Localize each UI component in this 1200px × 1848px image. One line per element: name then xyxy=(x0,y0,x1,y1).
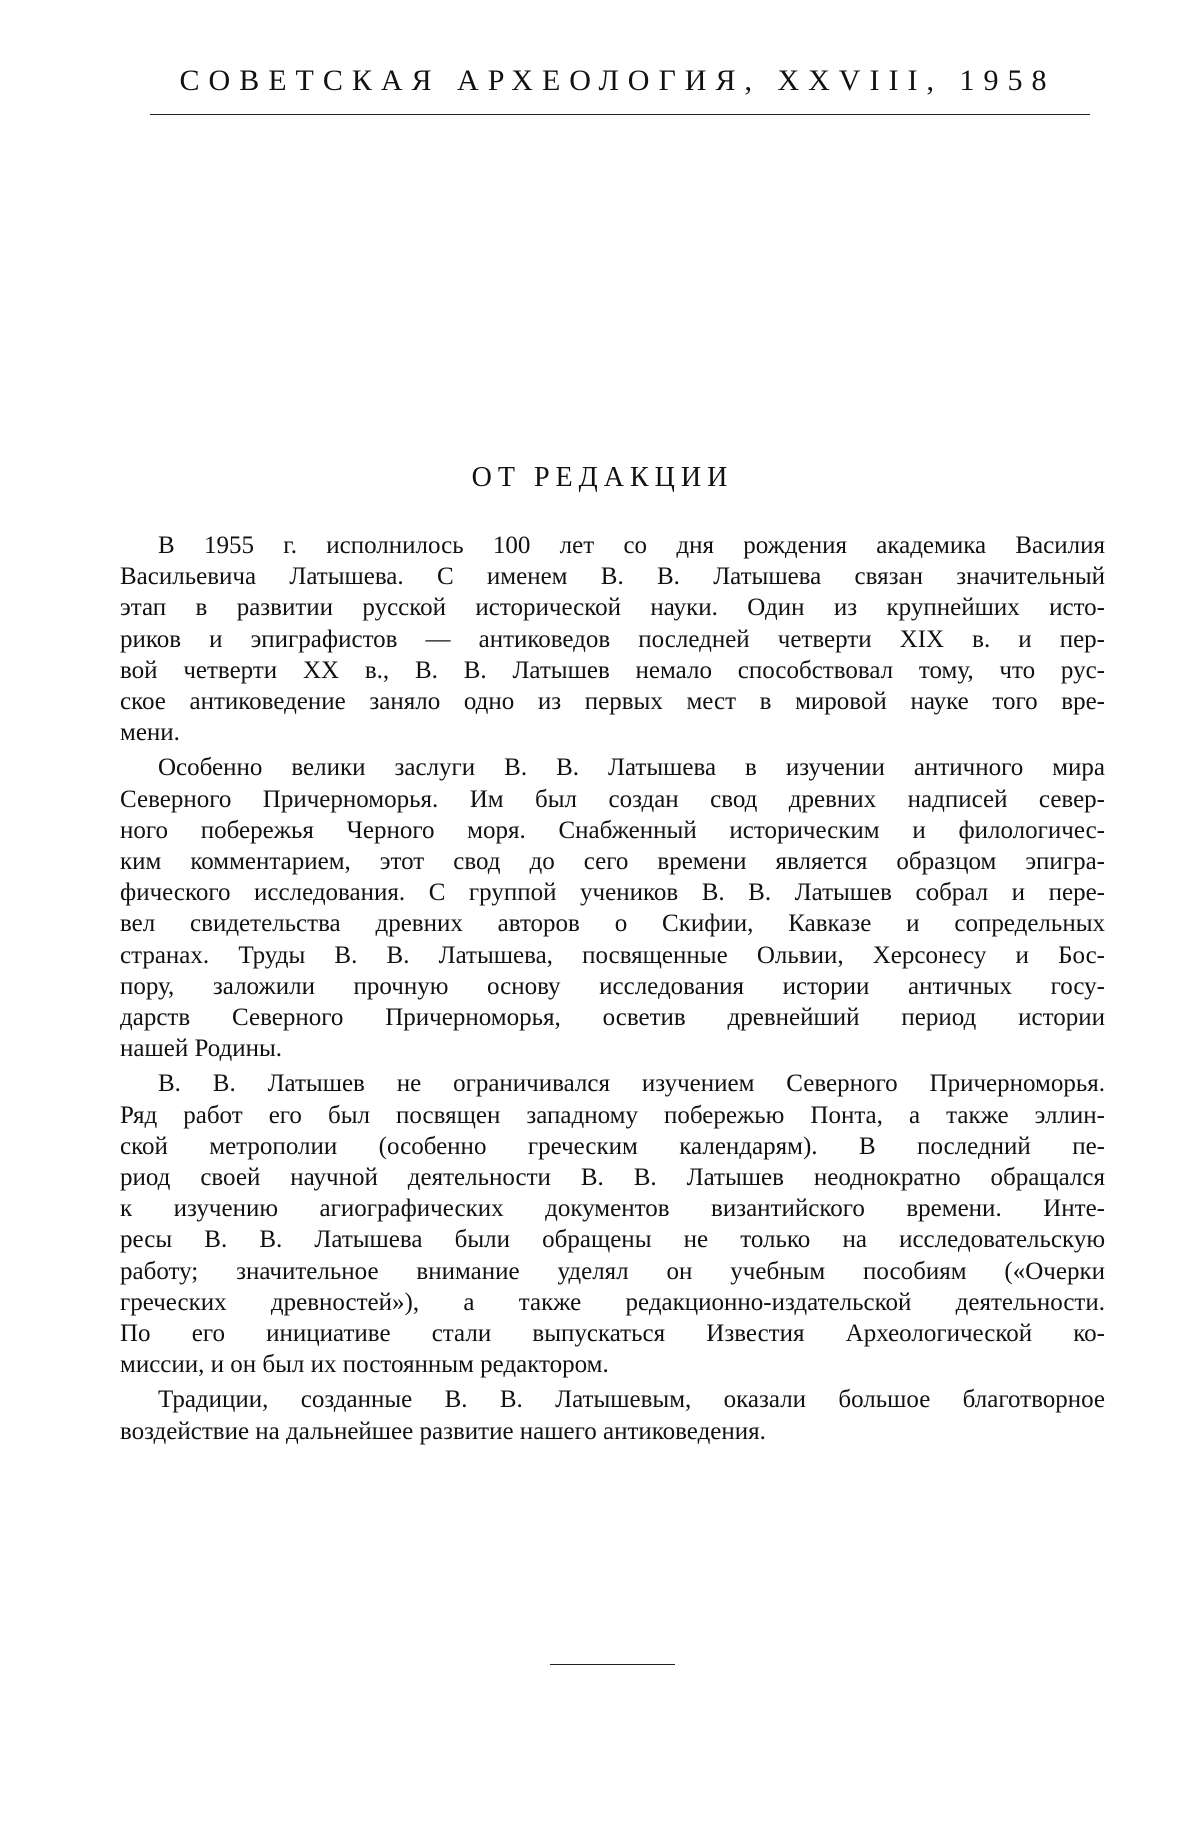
article-title: ОТ РЕДАКЦИИ xyxy=(471,462,734,493)
text-line: воздействие на дальнейшее развитие нашего антиковедения. xyxy=(120,1417,766,1445)
text-line: ское антиковедение заняло одно из первых мест в мировой науке того вре- xyxy=(120,688,1105,716)
text-line: пору, заложили прочную основу исследования истории античных госу- xyxy=(120,972,1105,1000)
text-line: мени. xyxy=(120,719,180,747)
text-line: греческих древностей»), а также редакционно-издательской деятельности. xyxy=(120,1288,1105,1316)
text-line: дарств Северного Причерноморья, осветив древнейший период истории xyxy=(120,1004,1105,1032)
text-line: миссии, и он был их постоянным редактором. xyxy=(120,1351,609,1379)
text-line: ного побережья Черного моря. Снабженный историческим и филологичес- xyxy=(120,816,1105,844)
paragraph-4 xyxy=(120,1384,1105,1446)
text-line: Ряд работ его был посвящен западному побережью Понта, а также эллин- xyxy=(120,1101,1105,1129)
text-line: вел свидетельства древних авторов о Скифии, Кавказе и сопредельных xyxy=(120,910,1105,938)
paragraph-1 xyxy=(120,530,1105,748)
text-line: нашей Родины. xyxy=(120,1035,283,1063)
text-line: Традиции, созданные В. В. Латышевым, оказали большое благотворное xyxy=(158,1386,1105,1414)
text-line: В. В. Латышев не ограничивался изучением Северного Причерноморья. xyxy=(158,1070,1105,1098)
text-line: работу; значительное внимание уделял он учебным пособиям («Очерки xyxy=(120,1257,1105,1285)
end-of-article-rule xyxy=(550,1664,675,1665)
running-head: СОВЕТСКАЯ АРХЕОЛОГИЯ, XXVIII, 1958 xyxy=(179,64,1056,97)
text-line: ким комментарием, этот свод до сего времени является образцом эпигра- xyxy=(120,848,1105,876)
header-divider xyxy=(150,114,1090,115)
text-line: к изучению агиографических документов византийского времени. Инте- xyxy=(120,1195,1105,1223)
article-body xyxy=(120,530,1105,1451)
text-line: ской метрополии (особенно греческим календарям). В последний пе- xyxy=(120,1132,1105,1160)
text-line: Васильевича Латышева. С именем В. В. Латышева связан значительный xyxy=(120,563,1105,591)
text-line: вой четверти XX в., В. В. Латышев немало способствовал тому, что рус- xyxy=(120,656,1105,684)
text-line: Особенно велики заслуги В. В. Латышева в изучении античного мира xyxy=(158,754,1105,782)
text-line: Северного Причерноморья. Им был создан свод древних надписей север- xyxy=(120,785,1105,813)
text-line: фического исследования. С группой учеников В. В. Латышев собрал и пере- xyxy=(120,879,1105,907)
text-line: ресы В. В. Латышева были обращены не только на исследовательскую xyxy=(120,1226,1105,1254)
text-line: риков и эпиграфистов — антиковедов последней четверти XIX в. и пер- xyxy=(120,625,1105,653)
text-line: По его инициативе стали выпускаться Известия Археологической ко- xyxy=(120,1320,1105,1348)
paragraph-3 xyxy=(120,1068,1105,1380)
text-line: этап в развитии русской исторической науки. Один из крупнейших исто- xyxy=(120,594,1105,622)
text-line: странах. Труды В. В. Латышева, посвященные Ольвии, Херсонесу и Бос- xyxy=(120,941,1105,969)
text-line: В 1955 г. исполнилось 100 лет со дня рождения академика Василия xyxy=(158,532,1105,559)
text-line: риод своей научной деятельности В. В. Латышев неоднократно обращался xyxy=(120,1164,1105,1192)
paragraph-2 xyxy=(120,752,1105,1064)
